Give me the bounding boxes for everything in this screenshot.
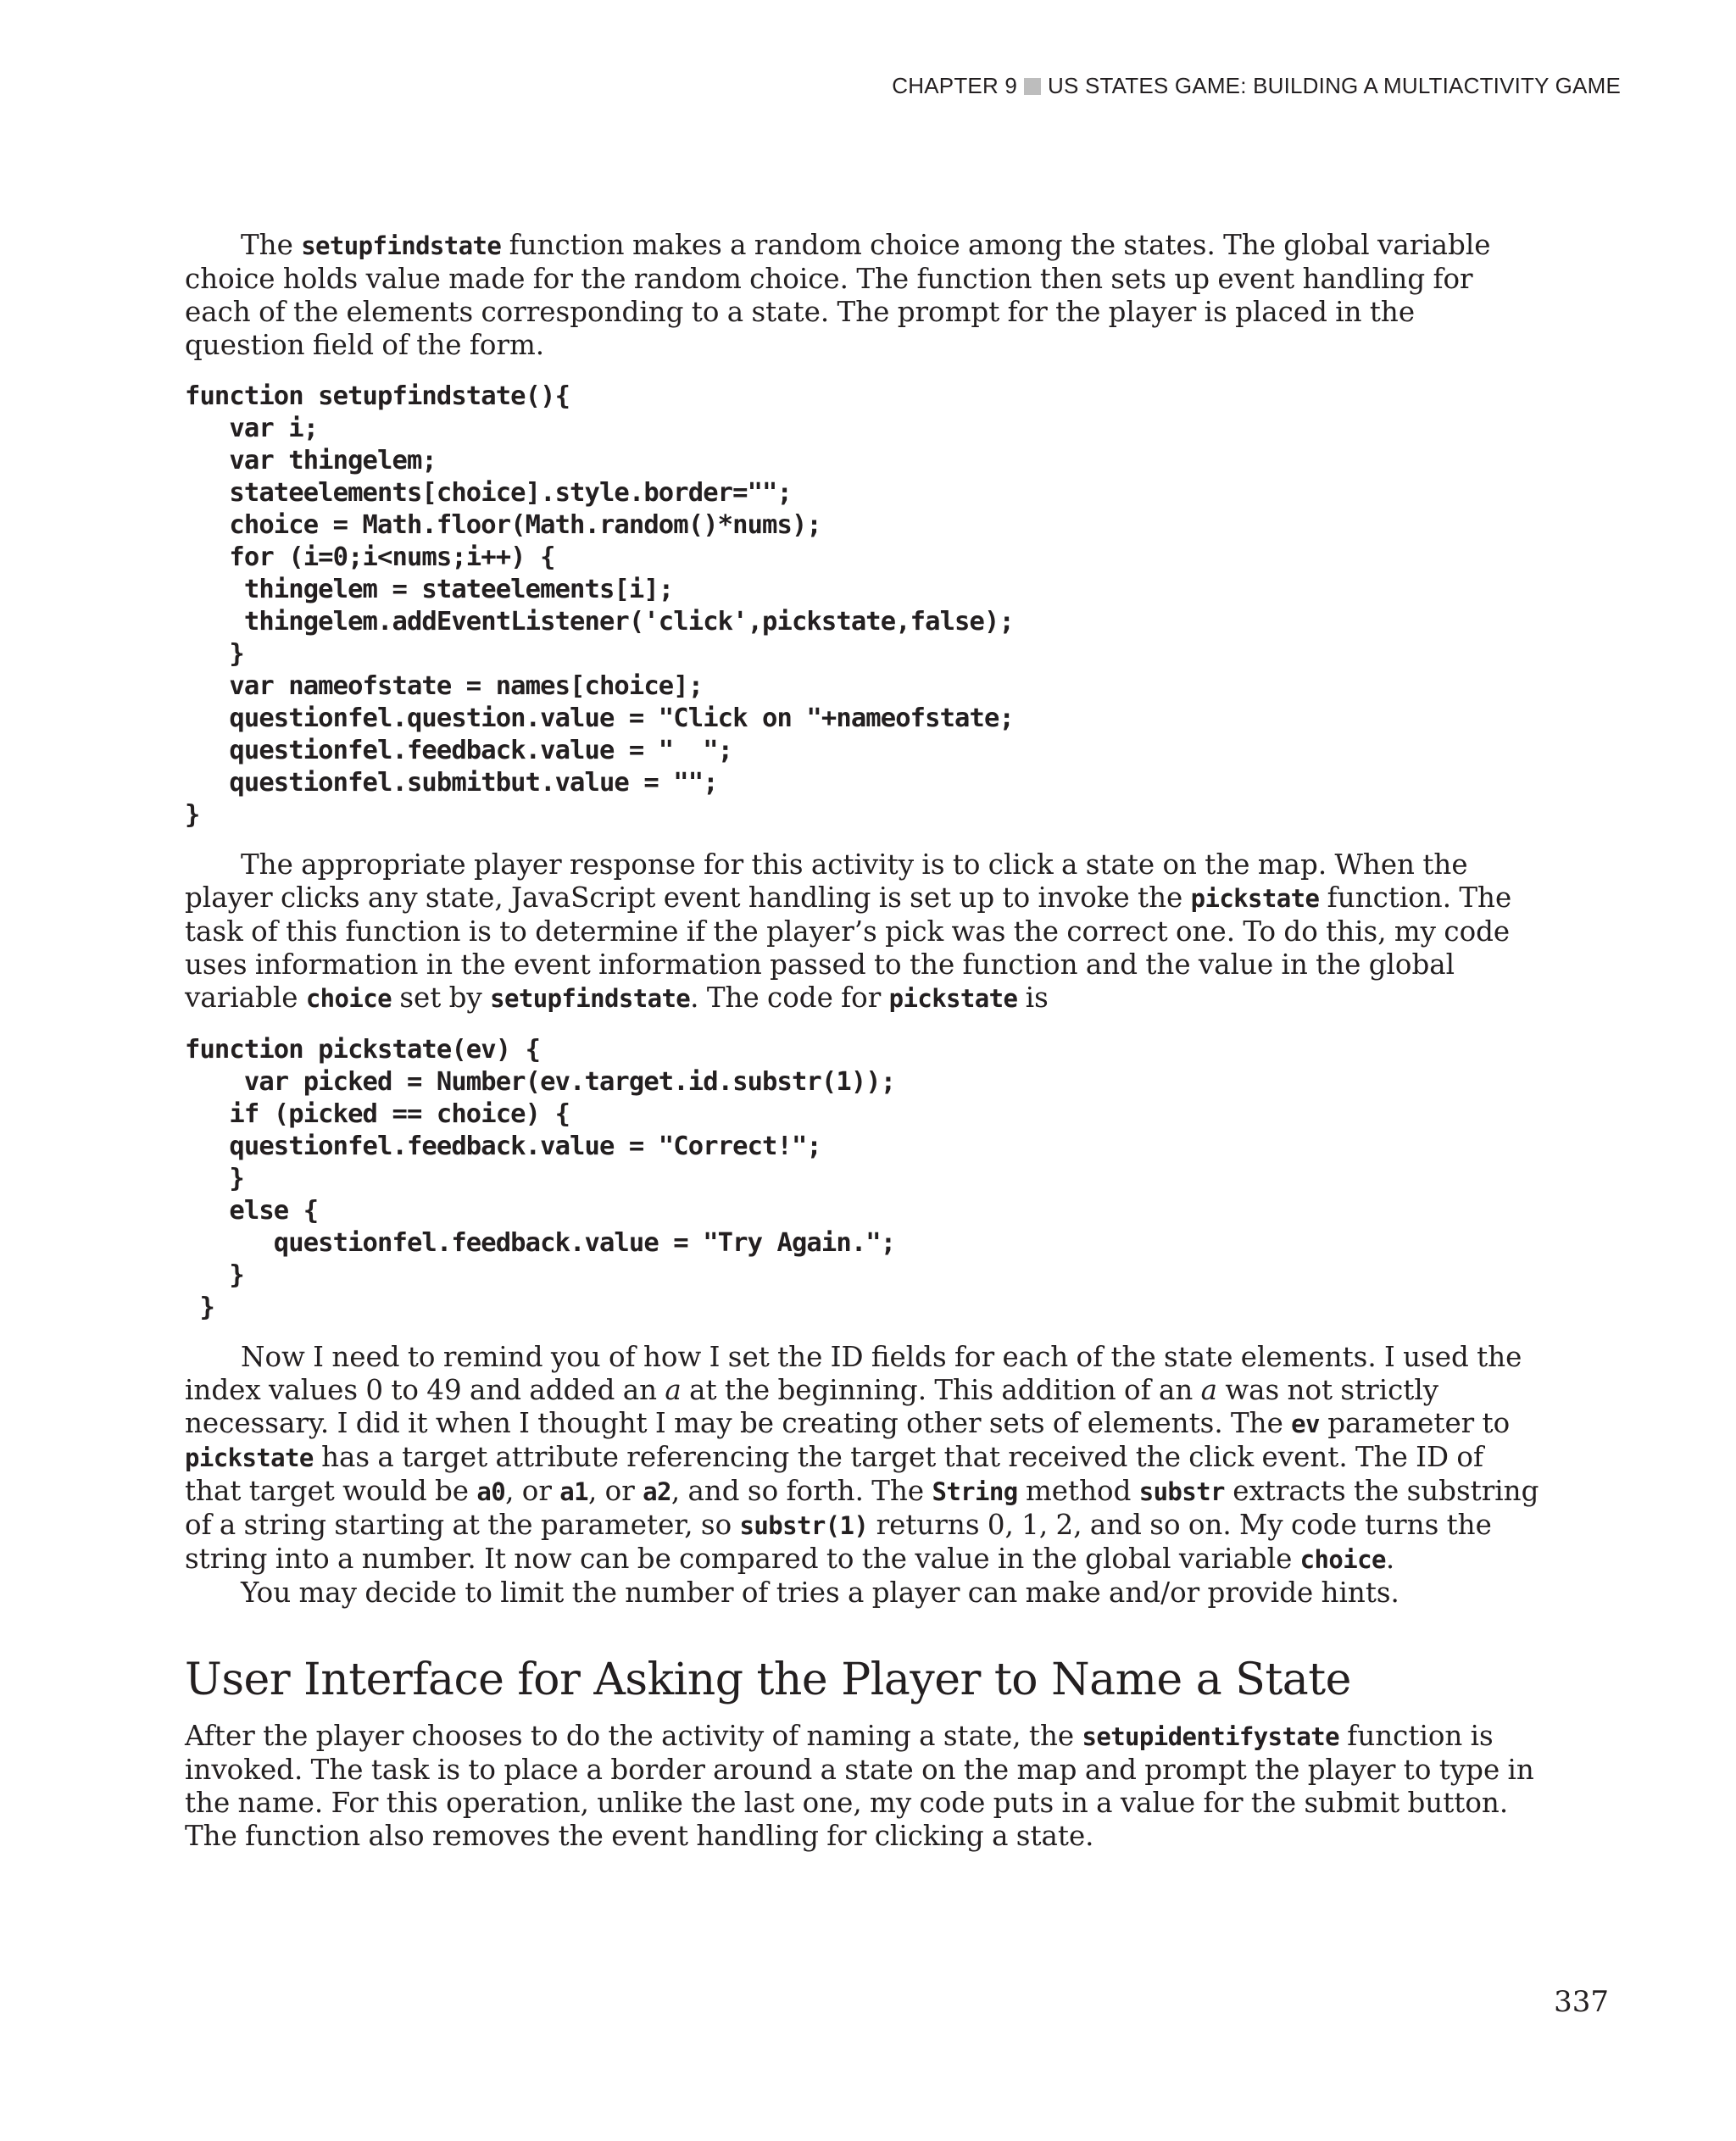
inline-code: substr: [1138, 1477, 1225, 1506]
inline-code: choice: [1299, 1545, 1386, 1574]
inline-code: setupfindstate: [301, 231, 502, 260]
inline-code: pickstate: [1190, 884, 1320, 913]
paragraph-hints: You may decide to limit the number of tries a player can make and/or provide hints.: [241, 1577, 1399, 1609]
inline-code: String: [932, 1477, 1018, 1506]
paragraph-setupfindstate-intro: [185, 229, 1516, 362]
text: is: [1017, 982, 1049, 1014]
code-block-pickstate: function pickstate(ev) { var picked = Number(ev.target.id.substr(1)); if (picked == choice) { questionfel.feedback.value = "Correct!"; } else { questionfel.feedback.value = "Try Again."; } }: [185, 1035, 896, 1322]
inline-code: setupfindstate: [490, 984, 691, 1013]
inline-code: choice: [305, 984, 392, 1013]
inline-code: ev: [1291, 1410, 1320, 1438]
text: . The code for: [690, 982, 889, 1014]
text: After the player chooses to do the activity of naming a state, the: [185, 1720, 1082, 1752]
text: Now I need to remind you of how I set the ID fields for each of the state elements. I used the index values 0 to 49 and added an: [185, 1341, 1522, 1406]
text: has a target attribute referencing the target that received the click event. The ID of that target would be: [185, 1441, 1483, 1507]
inline-code: pickstate: [888, 984, 1018, 1013]
text: method: [1017, 1475, 1139, 1507]
header-square-icon: [1024, 78, 1041, 95]
text: function makes a random choice among the states. The global variable choice holds value made for the random choice. The function then sets up event handling for each of the elements corresponding to a state. The prompt for the player is placed in the question field of the form.: [185, 229, 1491, 361]
text: function is invoked. The task is to place a border around a state on the map and prompt the player to type in the name. For this operation, unlike the last one, my code puts in a value for the submit button. The function also removes the event handling for clicking a state.: [185, 1720, 1534, 1852]
text: at the beginning. This addition of an: [681, 1374, 1201, 1406]
text: , and so forth. The: [670, 1475, 932, 1507]
text: returns 0, 1, 2, and so on. My code turns the string into a number. It now can be compared to the value in the global variable: [185, 1509, 1492, 1575]
paragraph-id-fields: [185, 1341, 1541, 1577]
chapter-title: US STATES GAME: BUILDING A MULTIACTIVITY GAME: [1048, 73, 1621, 98]
page-number: 337: [1554, 1985, 1609, 2019]
code-block-setupfindstate: function setupfindstate(){ var i; var thingelem; stateelements[choice].style.border=""; choice = Math.floor(Math.random()*nums); for (i=0;i<nums;i++) { thingelem = stateelements[i]; thingelem.addEventListener('click',pickstate,false); } var nameofstate = names[choice]; questionfel.question.value = "Click on "+nameofstate; questionfel.feedback.value = " "; questionfel.submitbut.value = ""; }: [185, 381, 1014, 830]
paragraph-setupidentifystate-intro: [185, 1720, 1541, 1853]
running-header: [892, 73, 1621, 99]
inline-code: a0: [476, 1477, 506, 1506]
text: was not strictly necessary. I did it when I thought I may be creating other sets of elements. The: [185, 1374, 1439, 1439]
text: The appropriate player response for this activity is to click a state on the map. When the player clicks any state, JavaScript event handling is set up to invoke the: [185, 848, 1468, 914]
chapter-label: CHAPTER 9: [892, 73, 1018, 98]
text: , or: [587, 1475, 643, 1507]
text: .: [1385, 1543, 1395, 1575]
text: The: [241, 229, 302, 261]
text: parameter to: [1319, 1407, 1511, 1439]
emphasis: a: [1200, 1374, 1217, 1406]
emphasis: a: [665, 1374, 682, 1406]
text: function. The task of this function is to determine if the player’s pick was the correct one. To do this, my code uses information in the event information passed to the function and the value in the global variable: [185, 881, 1512, 1014]
page-content: [185, 229, 1541, 1853]
inline-code: a2: [643, 1477, 671, 1506]
text: , or: [505, 1475, 560, 1507]
text: set by: [391, 982, 491, 1014]
inline-code: a1: [559, 1477, 588, 1506]
text: extracts the substring of a string starting at the parameter, so: [185, 1475, 1539, 1541]
inline-code: pickstate: [185, 1443, 314, 1472]
inline-code: setupidentifystate: [1082, 1722, 1339, 1751]
inline-code: substr(1): [739, 1511, 869, 1540]
paragraph-pickstate-intro: [185, 848, 1541, 1015]
section-heading: User Interface for Asking the Player to Name a State: [185, 1654, 1351, 1705]
